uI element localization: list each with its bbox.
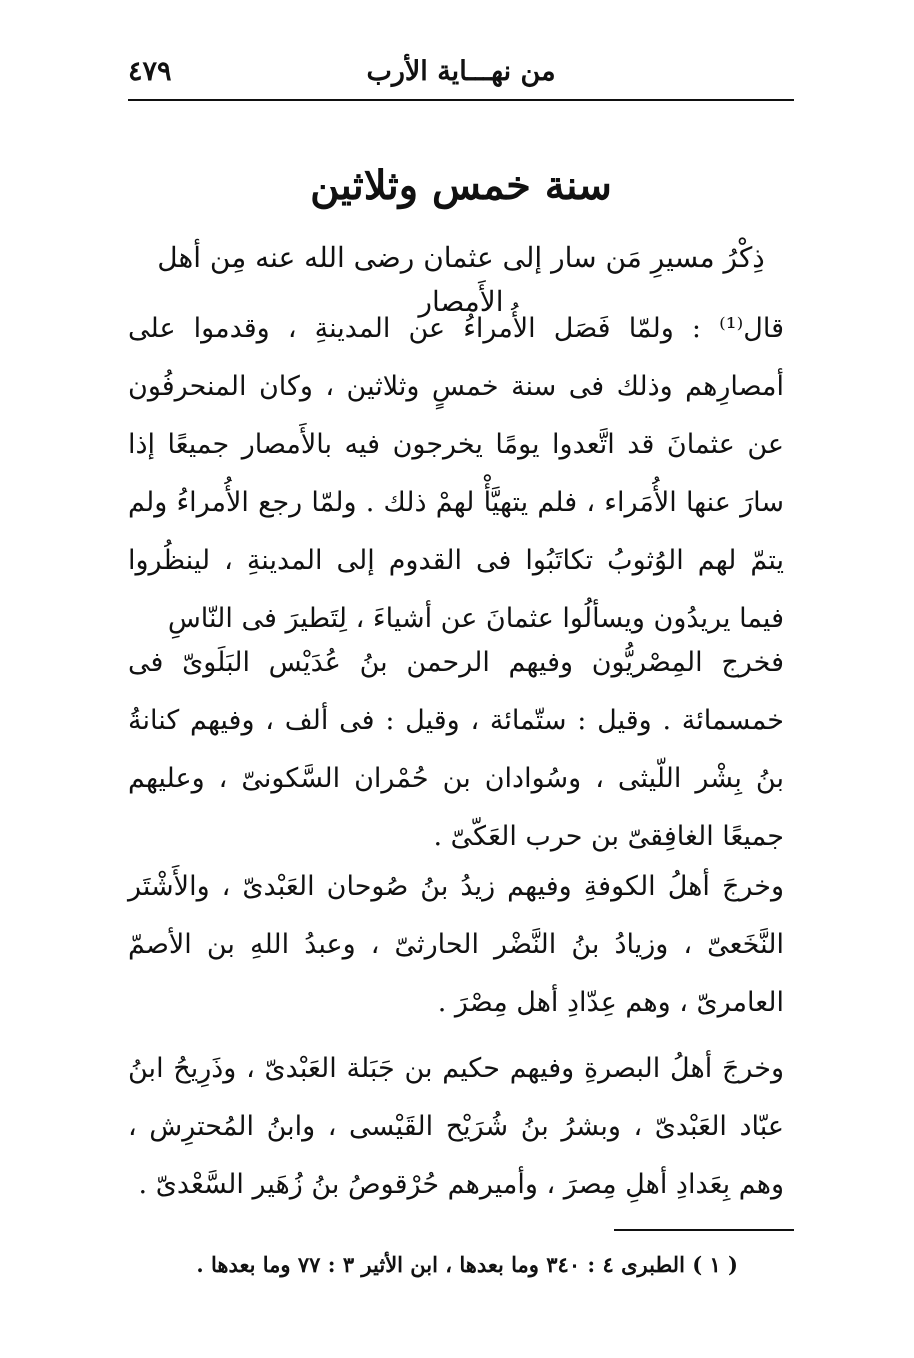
footnote-rule [614,1229,794,1231]
page-number: ٤٧٩ [128,56,172,87]
paragraph-2: فخرج المِصْريُّون وفيهم الرحمن بنُ عُدَيْس البَلَوىّ فى خمسمائة . وقيل : ستّمائة ، وقيل : فى ألف ، وفيهم كنانةُ بنُ بِشْر اللّيثى ، وسُوادان بن حُمْران السَّكونىّ ، وعليهم جميعًا الغافِقىّ بن حرب العَكّىّ . [128,647,784,852]
paragraph-1: قال⁽¹⁾ : ولمّا فَصَل الأُمراءُ عن المدينةِ ، وقدموا على أمصارِهم وذلك فى سنة خمسٍ وثلاثين ، وكان المنحرفُون عن عثمانَ قد اتَّعدوا يومًا يخرجون فيه بالأَمصار جميعًا إذا سارَ عنها الأُمَراء ، فلم يتهيَّأْ لهمْ ذلك . ولمّا رجع الأُمراءُ ولم يتمّ لهم الوُثوبُ تكاتَبُوا فى القدوم إلى المدينةِ ، لينظُروا فيما يريدُون ويسألُوا عثمانَ عن أشياءَ ، لِتَطيرَ فى النّاسِ [128,313,784,634]
running-header [128,52,794,96]
section-heading: ذِكْرُ مسيرِ مَن سار إلى عثمان رضى الله عنه مِن أهل الأَمصار [157,241,765,318]
running-title: من نهـــاية الأرب [366,56,556,87]
paragraph-3: وخرجَ أهلُ الكوفةِ وفيهم زيدُ بنُ صُوحان العَبْدىّ ، والأَشْتَر النَّخَعىّ ، وزيادُ بنُ النَّضْر الحارثىّ ، وعبدُ اللهِ بن الأصمّ العامرىّ ، وهم عِدّادِ أهل مِصْرَ . [128,871,784,1018]
header-rule [128,99,794,101]
chapter-title: سنة خمس وثلاثين [310,162,612,209]
footnote: ( ١ ) الطبرى ٤ : ٣٤٠ وما بعدها ، ابن الأثير ٣ : ٧٧ وما بعدها . [196,1252,738,1277]
paragraph-4: وخرجَ أهلُ البصرةِ وفيهم حكيم بن جَبَلة العَبْدىّ ، وذَرِيحُ ابنُ عبّاد العَبْدىّ ، وبشرُ بنُ شُرَيْح القَيْسى ، وابنُ المُحترِش ، وهم بِعَدادِ أهلِ مِصرَ ، وأميرهم حُرْقوصُ بنُ زُهَير السَّعْدىّ . [128,1053,784,1200]
